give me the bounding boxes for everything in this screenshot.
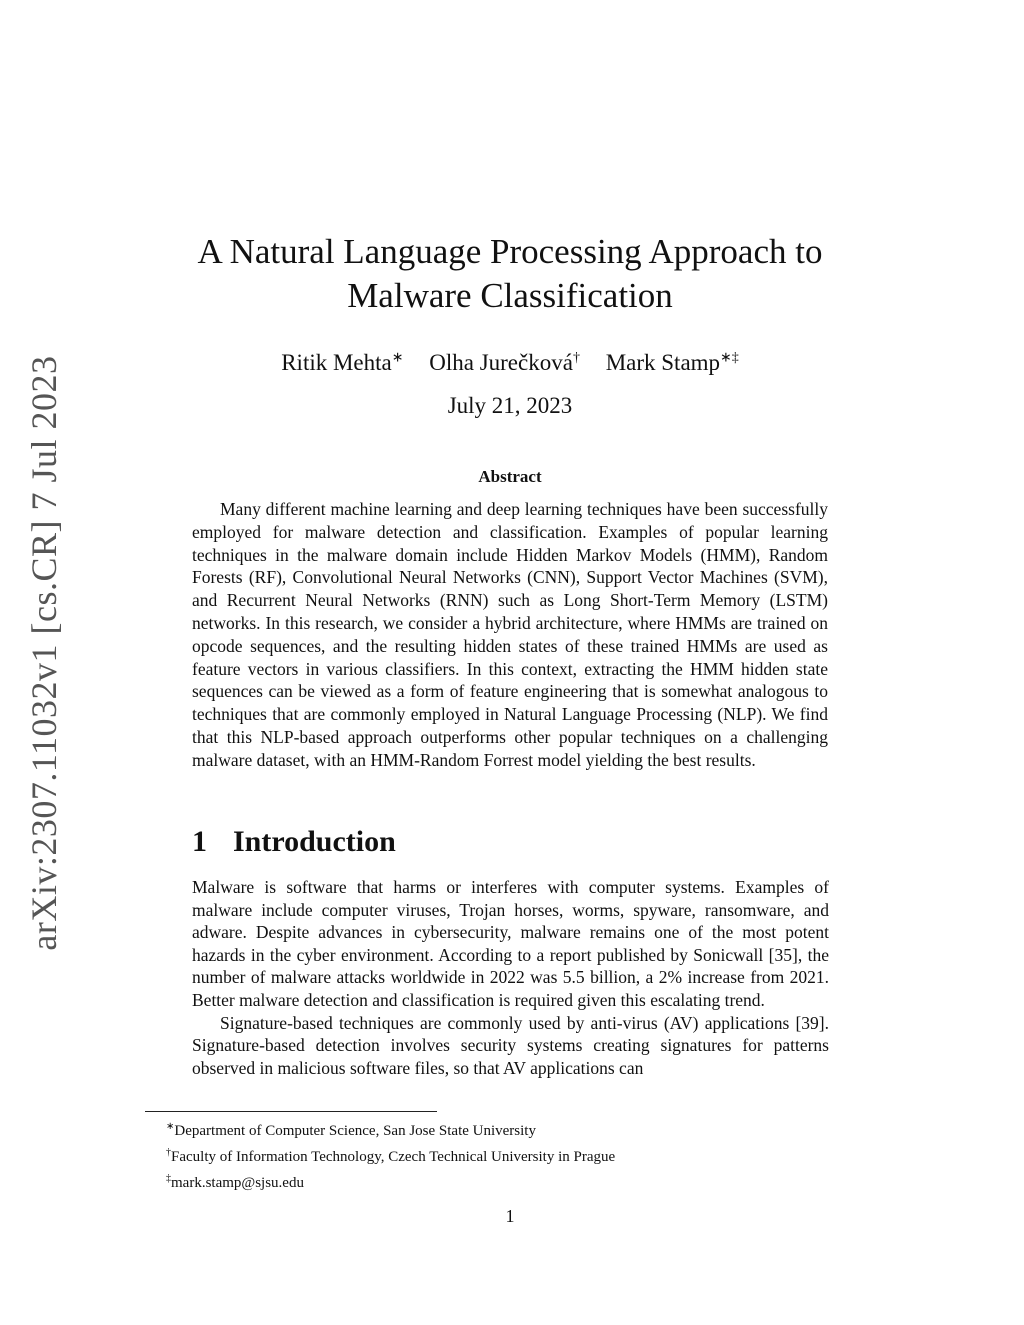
footnote-mark: † (166, 1147, 171, 1158)
paper-title-line-2: Malware Classification (347, 276, 673, 315)
footnotes (166, 1116, 866, 1194)
paper-title (160, 230, 860, 318)
footnote-rule (145, 1111, 437, 1112)
author (429, 350, 580, 375)
footnote-text: Department of Computer Science, San Jose State University (174, 1123, 536, 1139)
footnote-mark: ∗ (166, 1121, 175, 1132)
footnote-text: mark.stamp@sjsu.edu (171, 1175, 304, 1191)
author-affiliation-mark: ∗‡ (720, 350, 739, 365)
author-name: Olha Jurečková (429, 349, 573, 375)
paper-title-line-1: A Natural Language Processing Approach to (197, 232, 823, 271)
author (606, 350, 739, 375)
author-affiliation-mark: ∗ (391, 350, 404, 365)
author (281, 350, 403, 375)
paper-date: July 21, 2023 (447, 393, 573, 418)
author-affiliation-mark: † (572, 350, 580, 365)
section-heading-introduction (192, 825, 828, 859)
paragraph: Malware is software that harms or interferes with computer systems. Examples of malware include computer viruses, Trojan horses, worms, spyware, ransomware, and adware. Despite advances in cybersecurity, malware remains one of the most potent hazards in the cyber environment. According to a report published by Sonicwall [35], the number of malware attacks worldwide in 2022 was 5.5 billion, a 2% increase from 2021. Better malware detection and classification is required given this escalating trend. (192, 877, 829, 1010)
page-number: 1 (505, 1206, 515, 1226)
footnote (166, 1168, 866, 1194)
abstract-text: Many different machine learning and deep learning techniques have been successfully employed for malware detection and classification. Examples of popular learning techniques in the malware domain include Hidden Markov Models (HMM), Random Forests (RF), Convolutional Neural Networks (CNN), Support Vector Machines (SVM), and Recurrent Neural Networks (RNN) such as Long Short-Term Memory (LSTM) networks. In this research, we consider a hybrid architecture, where HMMs are trained on opcode sequences, and the resulting hidden states of these trained HMMs are used as feature vectors in various classifiers. In this context, extracting the HMM hidden state sequences can be viewed as a form of feature engineering that is somewhat analogous to techniques that are commonly employed in Natural Language Processing (NLP). We find that this NLP-based approach outperforms other popular techniques on a challenging malware dataset, with an HMM-Random Forrest model yielding the best results. (192, 499, 828, 770)
arxiv-identifier-stamp (14, 354, 74, 951)
author-name: Mark Stamp (605, 349, 721, 375)
section-title: Introduction (233, 825, 396, 858)
introduction-body (192, 876, 829, 1079)
footnote (166, 1116, 866, 1142)
footnote (166, 1142, 866, 1168)
paragraph: Signature-based techniques are commonly used by anti-virus (AV) applications [39]. Signature-based detection involves security systems creating signatures for patterns observed in malicious software files, so that AV applications can (192, 1012, 829, 1078)
arxiv-identifier-text: arXiv:2307.11032v1 [cs.CR] 7 Jul 2023 (24, 354, 64, 951)
abstract-heading: Abstract (478, 467, 542, 486)
section-number: 1 (192, 825, 207, 858)
footnote-text: Faculty of Information Technology, Czech Technical University in Prague (171, 1149, 616, 1165)
author-list (160, 343, 860, 378)
footnote-mark: ‡ (166, 1173, 171, 1184)
author-name: Ritik Mehta (281, 349, 392, 375)
